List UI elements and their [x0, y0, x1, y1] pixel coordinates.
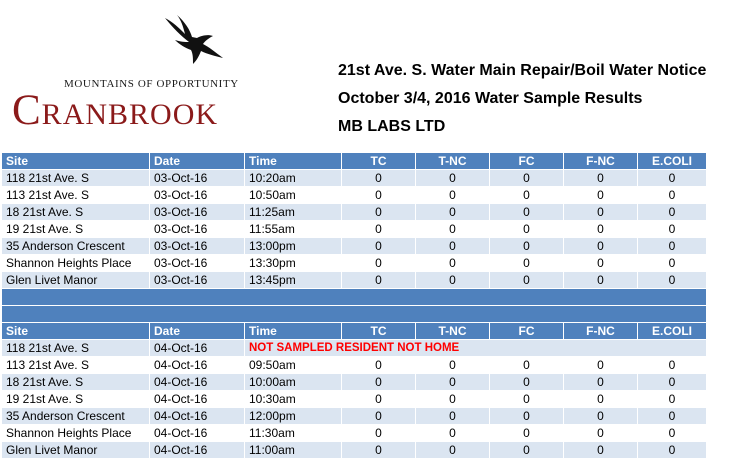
cell-ecoli: 0	[638, 255, 707, 272]
cell-site: Shannon Heights Place	[2, 425, 150, 442]
column-header: Site	[2, 323, 150, 340]
cell-tc: 0	[342, 272, 416, 289]
cell-ecoli: 0	[638, 272, 707, 289]
cell-ecoli: 0	[638, 425, 707, 442]
column-header: E.COLI	[638, 153, 707, 170]
cell-date: 03-Oct-16	[150, 221, 245, 238]
cell-tc: 0	[342, 204, 416, 221]
cell-fnc: 0	[564, 374, 638, 391]
cell-date: 03-Oct-16	[150, 187, 245, 204]
cell-date: 03-Oct-16	[150, 170, 245, 187]
column-header: F-NC	[564, 323, 638, 340]
cell-ecoli: 0	[638, 204, 707, 221]
table-row	[2, 357, 707, 374]
logo-tagline: MOUNTAINS OF OPPORTUNITY	[64, 78, 239, 90]
logo-brand: Cranbrook	[12, 87, 219, 134]
cell-fnc: 0	[564, 357, 638, 374]
table-header-row	[2, 323, 707, 340]
table-row	[2, 391, 707, 408]
cell-date: 04-Oct-16	[150, 391, 245, 408]
cell-site: 118 21st Ave. S	[2, 340, 150, 357]
cell-site: Glen Livet Manor	[2, 442, 150, 459]
cell-tc: 0	[342, 238, 416, 255]
cell-site: 113 21st Ave. S	[2, 187, 150, 204]
cell-fc: 0	[490, 425, 564, 442]
cell-tnc: 0	[416, 187, 490, 204]
cell-date: 03-Oct-16	[150, 204, 245, 221]
cell-site: Glen Livet Manor	[2, 272, 150, 289]
cranbrook-logo	[0, 0, 310, 150]
column-header: F-NC	[564, 153, 638, 170]
cell-fc: 0	[490, 187, 564, 204]
cell-tc: 0	[342, 408, 416, 425]
cell-time: 10:30am	[245, 391, 342, 408]
cell-tnc: 0	[416, 391, 490, 408]
separator-band	[2, 289, 707, 306]
cell-fc: 0	[490, 374, 564, 391]
cell-site: 18 21st Ave. S	[2, 374, 150, 391]
table-row	[2, 221, 707, 238]
cell-time: 10:00am	[245, 374, 342, 391]
cell-time: 13:45pm	[245, 272, 342, 289]
cell-site: 118 21st Ave. S	[2, 170, 150, 187]
cell-tnc: 0	[416, 442, 490, 459]
lab-name: MB LABS LTD	[338, 118, 446, 135]
column-header: TC	[342, 323, 416, 340]
cell-tc: 0	[342, 442, 416, 459]
cell-fc: 0	[490, 255, 564, 272]
table-row	[2, 340, 707, 357]
cell-time: 10:20am	[245, 170, 342, 187]
cell-fc: 0	[490, 357, 564, 374]
not-sampled-note: NOT SAMPLED RESIDENT NOT HOME	[245, 340, 707, 357]
cell-tc: 0	[342, 187, 416, 204]
eagle-icon	[163, 14, 225, 66]
cell-tnc: 0	[416, 255, 490, 272]
cell-date: 03-Oct-16	[150, 238, 245, 255]
column-header: Date	[150, 323, 245, 340]
cell-time: 11:55am	[245, 221, 342, 238]
cell-tnc: 0	[416, 221, 490, 238]
cell-ecoli: 0	[638, 221, 707, 238]
cell-fnc: 0	[564, 221, 638, 238]
table-row	[2, 374, 707, 391]
cell-fnc: 0	[564, 238, 638, 255]
cell-tnc: 0	[416, 425, 490, 442]
table-row	[2, 425, 707, 442]
cell-ecoli: 0	[638, 238, 707, 255]
cell-fnc: 0	[564, 272, 638, 289]
cell-time: 09:50am	[245, 357, 342, 374]
notice-subtitle: October 3/4, 2016 Water Sample Results	[338, 90, 643, 107]
cell-tc: 0	[342, 374, 416, 391]
separator-band	[2, 306, 707, 323]
cell-fc: 0	[490, 391, 564, 408]
cell-ecoli: 0	[638, 357, 707, 374]
cell-date: 03-Oct-16	[150, 272, 245, 289]
cell-tc: 0	[342, 357, 416, 374]
cell-tnc: 0	[416, 357, 490, 374]
cell-fc: 0	[490, 170, 564, 187]
cell-tnc: 0	[416, 272, 490, 289]
column-header: FC	[490, 323, 564, 340]
cell-fnc: 0	[564, 204, 638, 221]
cell-fnc: 0	[564, 408, 638, 425]
separator-cell	[2, 289, 707, 306]
table-row	[2, 187, 707, 204]
cell-date: 04-Oct-16	[150, 374, 245, 391]
cell-fnc: 0	[564, 170, 638, 187]
results-table	[1, 152, 707, 459]
cell-fnc: 0	[564, 255, 638, 272]
cell-fc: 0	[490, 408, 564, 425]
separator-cell	[2, 306, 707, 323]
table-row	[2, 272, 707, 289]
cell-site: 35 Anderson Crescent	[2, 238, 150, 255]
cell-time: 12:00pm	[245, 408, 342, 425]
column-header: Date	[150, 153, 245, 170]
cell-tc: 0	[342, 170, 416, 187]
notice-title: 21st Ave. S. Water Main Repair/Boil Water Notice	[338, 62, 707, 79]
column-header: E.COLI	[638, 323, 707, 340]
cell-fc: 0	[490, 272, 564, 289]
cell-time: 10:50am	[245, 187, 342, 204]
cell-date: 04-Oct-16	[150, 408, 245, 425]
cell-fnc: 0	[564, 391, 638, 408]
cell-date: 04-Oct-16	[150, 340, 245, 357]
cell-tnc: 0	[416, 170, 490, 187]
cell-ecoli: 0	[638, 374, 707, 391]
cell-tc: 0	[342, 221, 416, 238]
cell-time: 13:30pm	[245, 255, 342, 272]
cell-site: Shannon Heights Place	[2, 255, 150, 272]
cell-ecoli: 0	[638, 391, 707, 408]
table-row	[2, 204, 707, 221]
cell-time: 11:25am	[245, 204, 342, 221]
table-header-row	[2, 153, 707, 170]
cell-site: 19 21st Ave. S	[2, 391, 150, 408]
cell-fnc: 0	[564, 187, 638, 204]
column-header: Site	[2, 153, 150, 170]
cell-fc: 0	[490, 204, 564, 221]
cell-date: 04-Oct-16	[150, 357, 245, 374]
table-row	[2, 442, 707, 459]
cell-ecoli: 0	[638, 408, 707, 425]
cell-fnc: 0	[564, 425, 638, 442]
cell-tc: 0	[342, 425, 416, 442]
cell-fnc: 0	[564, 442, 638, 459]
cell-ecoli: 0	[638, 187, 707, 204]
table-row	[2, 238, 707, 255]
table-row	[2, 170, 707, 187]
cell-tnc: 0	[416, 374, 490, 391]
column-header: Time	[245, 153, 342, 170]
cell-tc: 0	[342, 391, 416, 408]
cell-ecoli: 0	[638, 442, 707, 459]
cell-tnc: 0	[416, 238, 490, 255]
column-header: T-NC	[416, 323, 490, 340]
table-row	[2, 255, 707, 272]
cell-time: 11:30am	[245, 425, 342, 442]
cell-time: 13:00pm	[245, 238, 342, 255]
cell-fc: 0	[490, 221, 564, 238]
cell-site: 35 Anderson Crescent	[2, 408, 150, 425]
cell-site: 113 21st Ave. S	[2, 357, 150, 374]
cell-ecoli: 0	[638, 170, 707, 187]
cell-site: 19 21st Ave. S	[2, 221, 150, 238]
column-header: TC	[342, 153, 416, 170]
column-header: FC	[490, 153, 564, 170]
cell-tnc: 0	[416, 408, 490, 425]
table-row	[2, 408, 707, 425]
cell-fc: 0	[490, 238, 564, 255]
column-header: Time	[245, 323, 342, 340]
cell-tnc: 0	[416, 204, 490, 221]
cell-date: 03-Oct-16	[150, 255, 245, 272]
cell-date: 04-Oct-16	[150, 425, 245, 442]
cell-tc: 0	[342, 255, 416, 272]
cell-site: 18 21st Ave. S	[2, 204, 150, 221]
cell-time: 11:00am	[245, 442, 342, 459]
column-header: T-NC	[416, 153, 490, 170]
cell-date: 04-Oct-16	[150, 442, 245, 459]
cell-fc: 0	[490, 442, 564, 459]
